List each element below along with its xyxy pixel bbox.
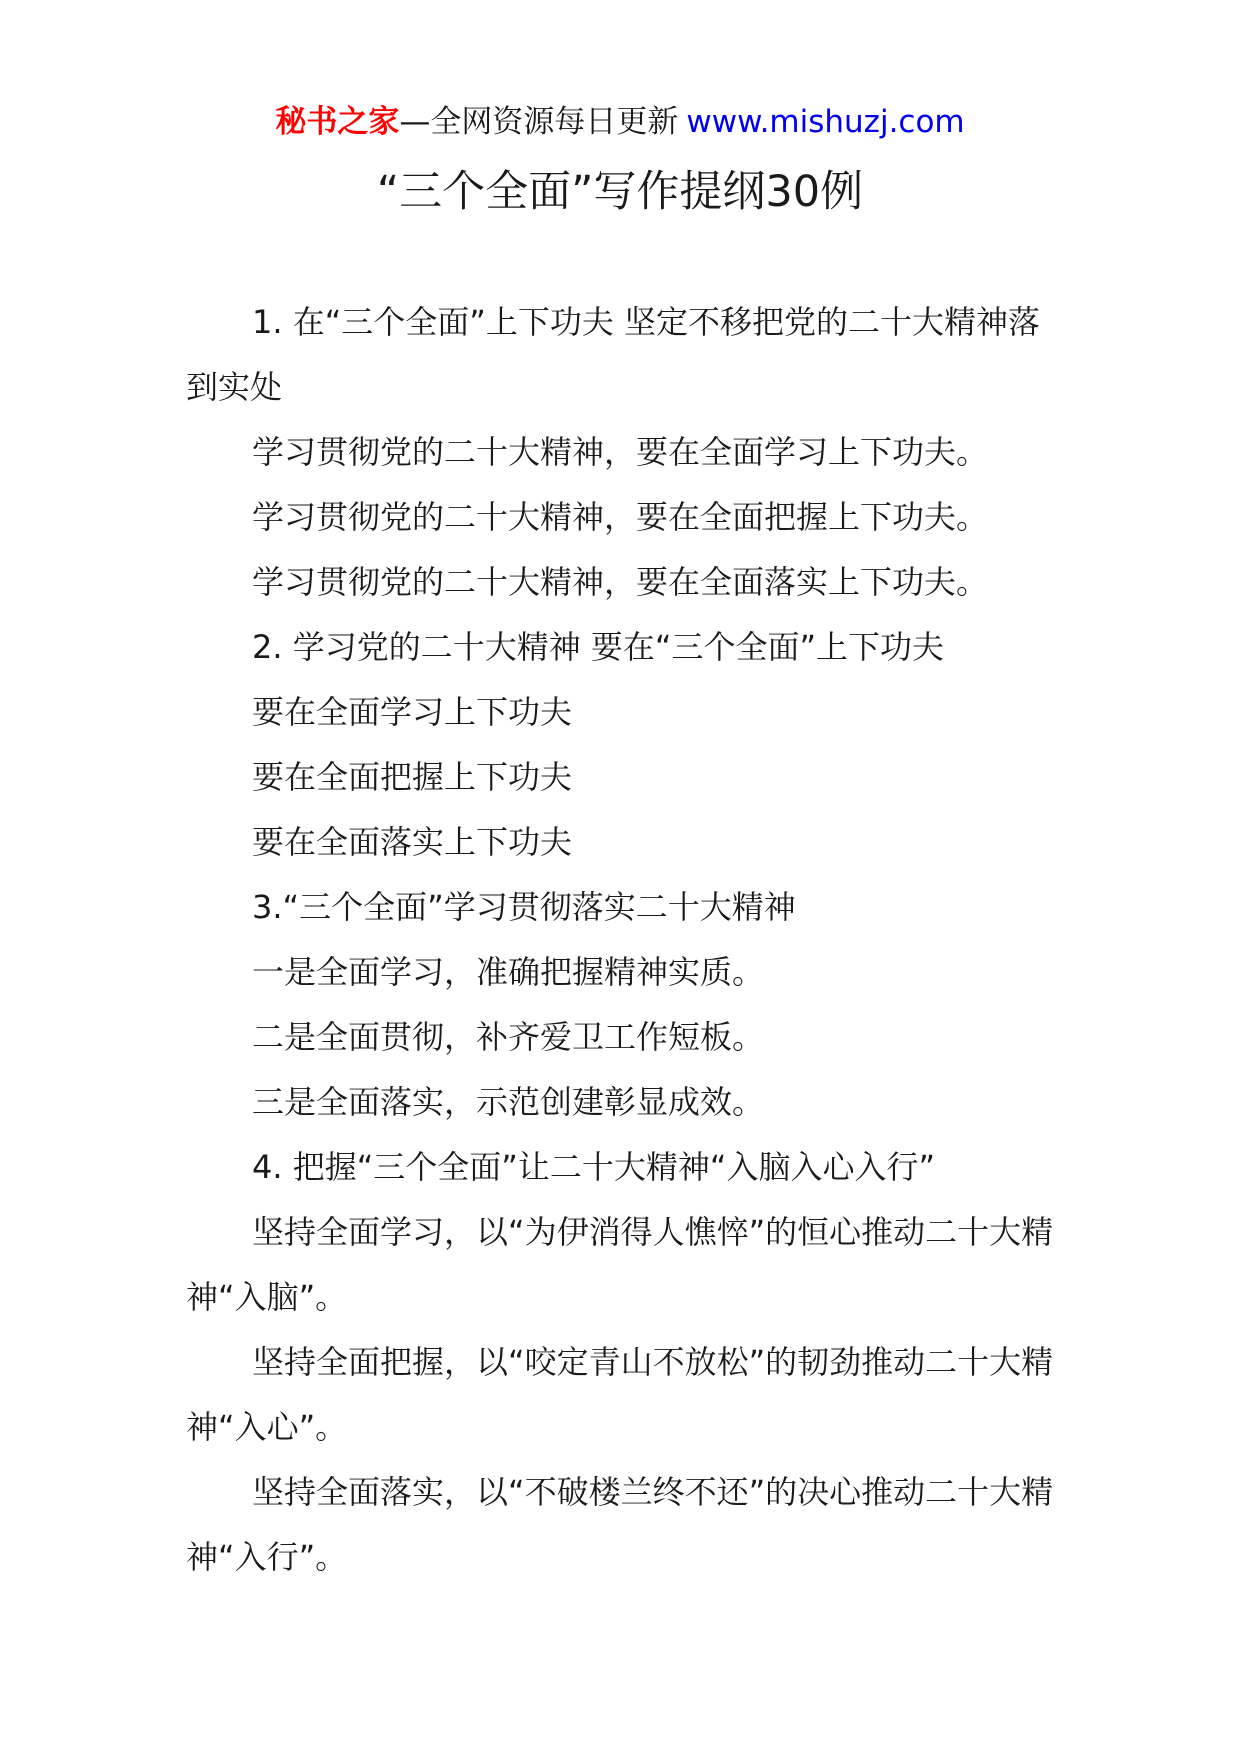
outline-point: 要在全面落实上下功夫 [252,823,573,861]
outline-point: 三是全面落实，示范创建彰显成效。 [252,1083,765,1121]
outline-point: 学习贯彻党的二十大精神，要在全面落实上下功夫。 [252,563,989,601]
outline-point: 坚持全面把握，以“咬定青山不放松”的韧劲推动二十大精神“入心”。 [186,1343,1054,1446]
outline-heading-1: 1. 在“三个全面”上下功夫 坚定不移把党的二十大精神落到实处 [186,303,1041,406]
outline-point: 要在全面把握上下功夫 [252,758,573,796]
document-title: “三个全面”写作提纲30例 [376,167,864,217]
outline-point: 要在全面学习上下功夫 [252,693,573,731]
outline-point: 二是全面贯彻，补齐爱卫工作短板。 [252,1018,765,1056]
outline-point: 学习贯彻党的二十大精神，要在全面把握上下功夫。 [252,498,989,536]
outline-point: 学习贯彻党的二十大精神，要在全面学习上下功夫。 [252,433,989,471]
site-header [0,100,1240,144]
site-url-link[interactable]: www.mishuzj.com [686,104,965,140]
outline-heading-3: 3.“三个全面”学习贯彻落实二十大精神 [252,888,796,926]
outline-point: 坚持全面学习，以“为伊消得人憔悴”的恒心推动二十大精神“入脑”。 [186,1213,1054,1316]
site-tagline: —全网资源每日更新 [399,104,679,140]
outline-point: 一是全面学习，准确把握精神实质。 [252,953,765,991]
outline-point: 坚持全面落实，以“不破楼兰终不还”的决心推动二十大精神“入行”。 [186,1473,1054,1576]
document-body [186,290,1054,1590]
outline-heading-4: 4. 把握“三个全面”让二十大精神“入脑入心入行” [252,1148,936,1186]
outline-heading-2: 2. 学习党的二十大精神 要在“三个全面”上下功夫 [252,628,945,666]
brand-name: 秘书之家 [275,104,400,140]
